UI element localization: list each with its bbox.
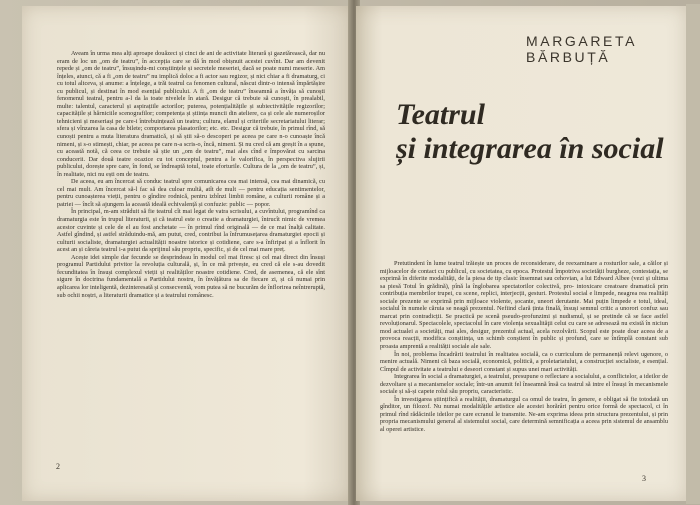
- author-name: [526, 33, 637, 65]
- left-paragraph-4: Acește idei simple dar fecunde se desprindeau în modul cel mai firesc și cel mai direct din însuși programul Partidului privitor la revoluția culturală, și, în ce mă privește, eu cred că ele s-au dovedit fecunditatea în însuși complexul vieții și realităților noastre cotidiene. Cred, de asemenea, că ele sînt sigure în doctrina fundamentală a Partidului nostru, în învățătura sa de fiecare zi, și că numai prin aplicarea lor inteligentă, dezinteresată și consecventă, vom putea să ne bucurăm de înflorirea neîntreruptă, sub ochii noștri, a literaturii dramatice și a teatrului românesc.: [57, 253, 325, 299]
- left-paragraph-2: De aceea, eu am încercat să conduc teatrul spre comunicarea cea mai intensă, cea mai dinamică, cu cel mai mult. Am încercat să-l fac să dea culoar multă, atît de mult — pentru educația sentimentelor, pentru cunoașterea vieții, pentru o gîndire rodnică, pentru izbînzi limbii române, a culturii române și a patriei — încît să ajungem la această ideală echivalență și confuzie: public — popor.: [57, 178, 325, 208]
- right-page-text: [380, 260, 668, 434]
- left-paragraph-1: Aveam în urma mea alți aproape douăzeci și cinci de ani de activitate literară și gazetărească, dar nu eram de loc un „om de teatru”, în accepția care se dă în mod obișnuit acestei cuvînt. Dar am devenit repede și „om de teatru”, însușindu-mi conștiințele și secretele meseriei, dacă se poate numi meserie. Am înțeles, atunci, că a fi „om de teatru” nu implică doloc a fi actor sau regizor, și nici chiar a fi dramaturg, ci cu totul altceva, și anume: a înțelege, a trăi teatrul ca fenomen cultural, născut dintr-o intensă împărtășire cu publicul, și destinat în mod esențial publicului. A fi „om de teatru” înseamnă a învăța să cunoști fenomenul teatral, pentru a-l da la toate nivelele în atară. Desigur că trebuie să cunoști, în prealabil, multe: talentul, caracterul și aspirațiile actorilor; puterea, potențialitățile și subiectivitățile regizorilor; capacitățile și hărniciile scenografilor; competența și știința muncii din ateliere, ca și cele ale numeroșilor tehnicieni și meseriași pe care-i întrebuințează un teatru; cultura, elanul și criteriile secretariatului literar; sfera și vînzarea la casa de bilete; comportarea plasatorilor; etc. etc. Desigur că trebuie, în primul rînd, să cunoști pentru a muta literatura dramatică, și să știi să-o descoperi pe aceea pe care n-o cunoaște încă nimeni, și s-o stimești, chiar, pe aceea pe care n-a scris-o, încă, nimeni. Și nu cred că am greșit în a spune, cu această notă, că ceea ce trebuie să știe un „om de teatru”, mai ales cînd e împovărat cu sarcina conducerii. Dar două teatre ocazice cu tot conceptul, pentru a le valorifica, în perspectiva slujirii publicului, dorește spre care, în fond, se îndreaptă totul, toate eforturile. Cultura de la „om de teatru”, și, în realitate, nici nu ești om de teatru.: [57, 50, 325, 178]
- right-page-number: 3: [642, 474, 646, 483]
- right-paragraph-3: Integrarea în social a dramaturgiei, a teatrului, presupune o reflectare a socialului, a conflictelor, a ideilor de dezvoltare și a mecanismelor sociale; într-un anumit fel înseamnă însă ca teatrul să intre el însuși în mecanismele sociale și să-și capete rolul său propriu, caracteristic.: [380, 373, 668, 396]
- left-page-text: [57, 50, 325, 299]
- right-page: [356, 6, 686, 501]
- left-page: [22, 6, 353, 501]
- article-title: [396, 98, 676, 166]
- author-last-name: BĂRBUȚĂ: [526, 49, 611, 65]
- right-paragraph-1: Pretutindeni în lume teatrul trăiește un proces de reconsiderare, de reexaminare a rosturilor sale, a căilor și mijloacelor de contact cu publicul, cu societatea, cu epoca. Protestul împotriva societății burgheze, contestația, se exprimă în diferite modalități, de la piesa de tip clasic însemnat sau cehovian, a lui Edward Albee (vezi și ultima sa piesă Totul în grădină), pînă la înglobarea spectatorilor colectivă, pro- intoxicare creatoare dramatică prin contribuția membrilor trupei, cu scene, replici, interjecții, gesturi. Protestul social e limpede, neagrea rea realități sociale prezente se exprimă prin mijloace violente, șocante, uneori derutante. Mai puțin limpede e totul, ideal, socialul în numele căruia se neagă prezentul. Nefiind clară ținta finală, însuși semnul critic a unorori confuz sau marcat prin contradicții. Se practică pe scenă pseudo-profunzimi și nudismul, și se pretinde că se face astfel revoluționarul. Spectacolele, spectacolul în care violența sexualităţii celui cu care se adresează nu există în niciun mod actualei a societăți, mai ales, desigur, prezentul actual, acela rezolvării. Scopul este poate doar aceea de a provoca reacții, modifica conștiința, un schimb conștient în public și profund, care se întîmplă constant sub proasta amprentă a realității sociale ale sale.: [380, 260, 668, 351]
- left-page-number: 2: [56, 462, 60, 471]
- page-edge: [686, 4, 700, 504]
- title-line-2: și integrarea în social: [396, 132, 664, 165]
- title-line-1: Teatrul: [396, 98, 485, 131]
- right-paragraph-4: În investigarea științifică a realității, dramaturgul ca omul de teatru, în genere, e obligat să fie totodată un gînditor, un filozof. Nu numai modalitățile artistice ale acestei horărâri pentru orice formă de spectacol, ci în primul rînd rădăcinile ideilor pe care ecranul le transmite. Ne-am exprima ideea prin structura prezentului, și prin propria mecanismului general al sistemului social, care determină semnificația a aceea prin sistemul de ansamblu al operei artistice.: [380, 395, 668, 434]
- right-paragraph-2: În noi, problema încadrării teatrului în realitatea socială, ca o curriculum de permanență relevi ugenore, o menire actuală. Nimeni că baza socială, economică, politică, a proletariatului, a construcției socialiste, e esențial. Cîmpul de activitate a teatrului e deseori constant și supus unei mari activități.: [380, 350, 668, 373]
- author-first-name: MARGARETA: [526, 33, 638, 49]
- left-paragraph-3: În principal, m-am străduit să fie teatrul cît mai legat de vatra scrisului, a cuvîntului, programînd ca dramaturgia este în trupul literaturii, și că teatrul este o creatie a dramaturgiei, întrucît nimic de vremea acestor cuvinte și cele de el au fost anchetate — în primul rînd originală — de ce mai înalță calitate. Astfel gîndind, și astfel străduindu-mă, am putut, cred, contribui la înfrumusețarea dramaturgiei epocii și culturii socialiste, dramaturgiei actualității noastre istorice și cotidiene, care s-a înfiripat și a înflorit în acest an și căreia teatrul i-a putut da sprijinul său propriu, specific, și de cel mai mare preț.: [57, 208, 325, 254]
